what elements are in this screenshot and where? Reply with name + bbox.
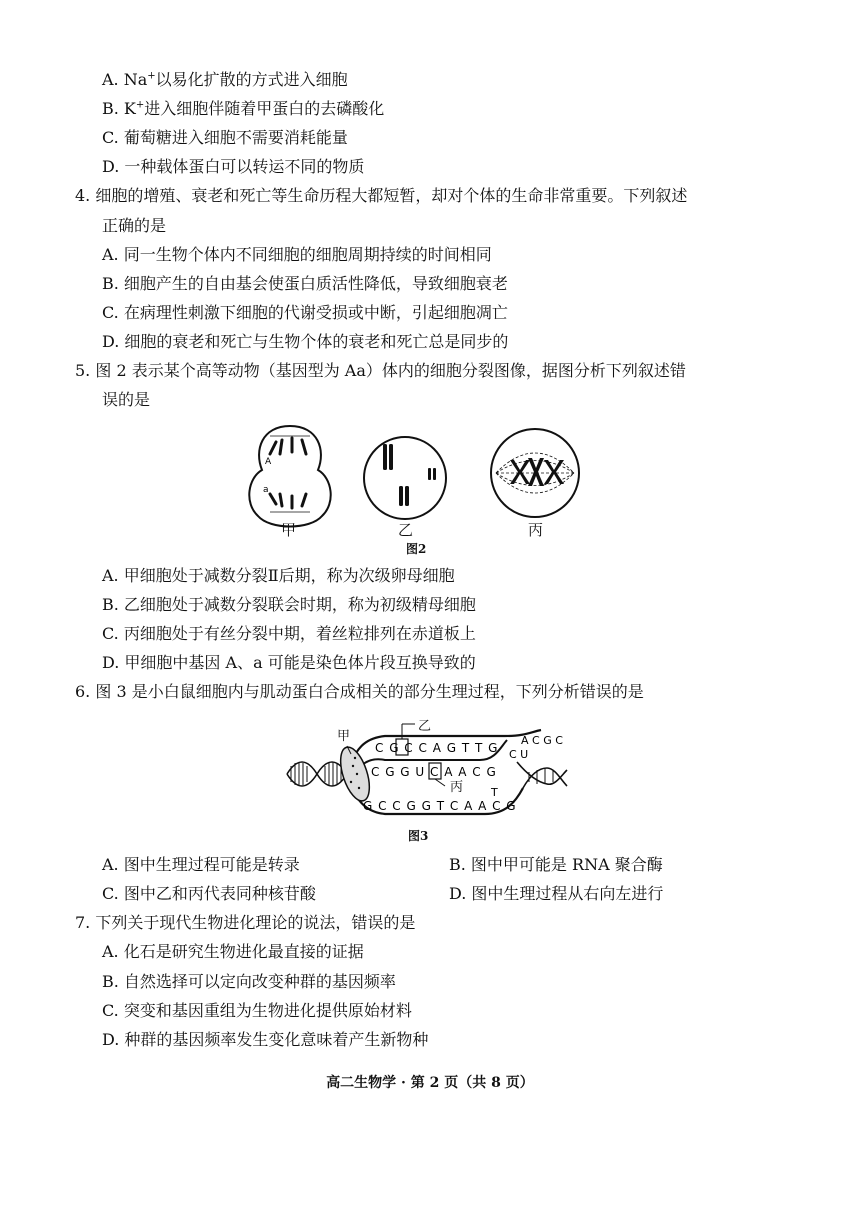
top-strand-sequence: C G C C A G T T G xyxy=(375,741,499,755)
gene-label-A: A xyxy=(265,457,272,467)
q5-option-c: C. 丙细胞处于有丝分裂中期，着丝粒排列在赤道板上 xyxy=(102,624,476,643)
cell-yi xyxy=(364,437,446,519)
right-strand-sequence: A C G C xyxy=(521,734,563,747)
q7-option-d: D. 种群的基因频率发生变化意味着产生新物种 xyxy=(102,1030,429,1049)
q3-option-b: B. K+进入细胞伴随着甲蛋白的去磷酸化 xyxy=(102,99,385,118)
page-footer: 高二生物学 · 第 2 页（共 8 页） xyxy=(326,1075,534,1091)
fig3-caption: 图3 xyxy=(408,829,429,843)
middle-strand-sequence: C G G U C A A C G xyxy=(371,765,497,779)
bottom-strand-sequence: G C C G G T C A A C G xyxy=(363,799,517,813)
bottom-t-letter: T xyxy=(491,786,498,799)
fig2-label-bing: 丙 xyxy=(528,521,544,539)
q5-option-a: A. 甲细胞处于减数分裂Ⅱ后期，称为次级卵母细胞 xyxy=(102,566,455,585)
gene-label-a: a xyxy=(263,485,269,495)
q3-option-d: D. 一种载体蛋白可以转运不同的物质 xyxy=(102,157,365,176)
fig2-caption: 图2 xyxy=(406,542,427,556)
q5-option-b: B. 乙细胞处于减数分裂联会时期，称为初级精母细胞 xyxy=(102,595,476,614)
right-letters: C U xyxy=(509,748,529,761)
fig3-label-yi: 乙 xyxy=(418,719,432,734)
q4-option-a: A. 同一生物个体内不同细胞的细胞周期持续的时间相同 xyxy=(102,245,492,264)
q5-stem-line1: 5. 图 2 表示某个高等动物（基因型为 Aa）体内的细胞分裂图像，据图分析下列叙述错 xyxy=(75,361,686,380)
q5-stem-line2: 误的是 xyxy=(102,390,151,409)
q6-option-c: C. 图中乙和丙代表同种核苷酸 xyxy=(102,884,316,903)
q6-stem: 6. 图 3 是小白鼠细胞内与肌动蛋白合成相关的部分生理过程，下列分析错误的是 xyxy=(75,682,644,701)
q6-option-a: A. 图中生理过程可能是转录 xyxy=(102,855,300,874)
q7-option-c: C. 突变和基因重组为生物进化提供原始材料 xyxy=(102,1001,412,1020)
q6-option-d: D. 图中生理过程从右向左进行 xyxy=(449,884,664,903)
fig3-label-jia: 甲 xyxy=(337,729,351,744)
fig2-label-yi: 乙 xyxy=(398,521,414,539)
figure-2 xyxy=(240,418,620,543)
q3-option-c: C. 葡萄糖进入细胞不需要消耗能量 xyxy=(102,128,348,147)
cell-bing xyxy=(491,429,579,517)
q4-option-c: C. 在病理性刺激下细胞的代谢受损或中断，引起细胞凋亡 xyxy=(102,303,508,322)
dna-right-helix xyxy=(517,762,567,788)
fig2-label-jia: 甲 xyxy=(281,521,297,539)
fig3-label-bing: 丙 xyxy=(450,780,464,795)
q4-option-d: D. 细胞的衰老和死亡与生物个体的衰老和死亡总是同步的 xyxy=(102,332,509,351)
q4-option-b: B. 细胞产生的自由基会使蛋白质活性降低，导致细胞衰老 xyxy=(102,274,508,293)
q3-option-a: A. Na+以易化扩散的方式进入细胞 xyxy=(102,70,348,89)
q7-option-b: B. 自然选择可以定向改变种群的基因频率 xyxy=(102,972,396,991)
q4-stem-line2: 正确的是 xyxy=(102,216,167,235)
cell-jia xyxy=(249,426,330,527)
dna-left-helix xyxy=(287,762,347,786)
q7-option-a: A. 化石是研究生物进化最直接的证据 xyxy=(102,942,364,961)
q6-option-b: B. 图中甲可能是 RNA 聚合酶 xyxy=(449,855,663,874)
q5-option-d: D. 甲细胞中基因 A、a 可能是染色体片段互换导致的 xyxy=(102,653,476,672)
q4-stem-line1: 4. 细胞的增殖、衰老和死亡等生命历程大都短暂，却对个体的生命非常重要。下列叙述 xyxy=(75,186,688,205)
q7-stem: 7. 下列关于现代生物进化理论的说法，错误的是 xyxy=(75,913,416,932)
